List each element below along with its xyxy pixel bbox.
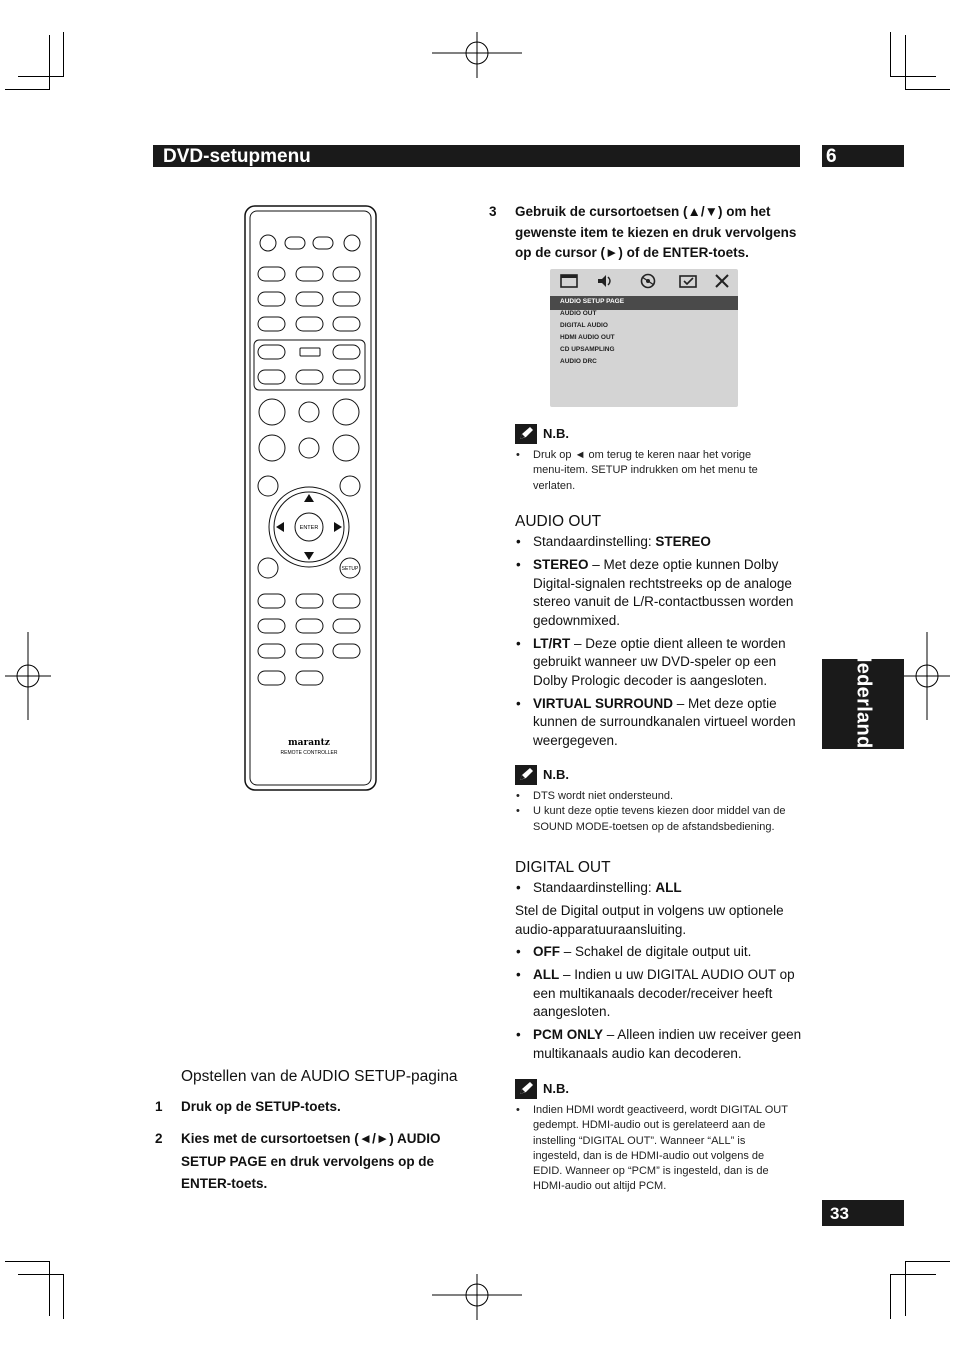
note-list-2: • DTS wordt niet ondersteund. • U kunt deze optie tevens kiezen door middel van de SOUND MODE-toetsen op de afstandsbediening. [515, 789, 805, 835]
audio-out-default: • Standaardinstelling: STEREO [515, 533, 805, 552]
audio-out-stereo: • STEREO – Met deze optie kunnen Dolby Digital-signalen rechtstreeks op de analoge stereo vanuit de L/R-contactbussen worden gedownmixed. [515, 556, 805, 630]
audio-out-virtual-surround: • VIRTUAL SURROUND – Met deze optie kunnen de surroundkanalen virtueel worden weergegeven. [515, 695, 805, 751]
screen-item-audio-out: AUDIO OUT [560, 310, 597, 317]
screen-item-cd-upsampling: CD UPSAMPLING [560, 346, 615, 353]
digital-out-title: DIGITAL OUT [515, 859, 611, 876]
remote-control-illustration [240, 202, 380, 794]
note-pencil-icon [515, 765, 537, 785]
note-label-1: N.B. [543, 426, 569, 441]
audio-out-list [515, 533, 805, 750]
screen-item-audio-drc: AUDIO DRC [560, 358, 597, 365]
note-list-1: • Druk op ◄ om terug te keren naar het vorige menu-item. SETUP indrukken om het menu te verlaten. [515, 448, 770, 494]
screen-item-hdmi-audio-out: HDMI AUDIO OUT [560, 334, 615, 341]
page-title: DVD-setupmenu [163, 146, 311, 167]
audio-setup-screen [550, 269, 738, 407]
video-setup-icon [638, 273, 658, 289]
brand-logo: marantz [288, 738, 330, 748]
audio-out-title: AUDIO OUT [515, 513, 602, 530]
exit-icon [712, 273, 732, 289]
note-label-2: N.B. [543, 767, 569, 782]
setup-label: SETUP [341, 566, 359, 572]
digital-out-list [515, 943, 805, 1063]
note-list-3: • Indien HDMI wordt geactiveerd, wordt DIGITAL OUT gedempt. HDMI-audio out is gerelateerd aan de instelling “DIGITAL OUT”. Wanneer “ALL” is ingesteld, dan is de HDMI-audio out volgens de EDID. Wanneer op “PCM” is ingesteld, dan is de HDMI-audio out altijd PCM. [515, 1103, 790, 1195]
screen-item-audio-setup-page: AUDIO SETUP PAGE [560, 298, 625, 305]
step-2: 2 Kies met de cursortoetsen (◄/►) AUDIO SETUP PAGE en druk vervolgens op de ENTER-toets. [155, 1131, 441, 1191]
step-3: 3 Gebruik de cursortoetsen (▲/▼) om het gewenste item te kiezen en druk vervolgens op de cursor (►) of de ENTER-toets. [489, 204, 797, 260]
screen-item-digital-audio: DIGITAL AUDIO [560, 322, 608, 329]
registration-mark-right [902, 630, 952, 722]
digital-out-off: • OFF – Schakel de digitale output uit. [515, 943, 805, 962]
language-tab-label: Nederlands [852, 648, 875, 760]
registration-mark-left [3, 630, 53, 722]
chapter-number: 6 [826, 146, 837, 167]
audio-setup-icon [595, 273, 615, 289]
digital-out-pcm-only: • PCM ONLY – Alleen indien uw receiver geen multikanaals audio kan decoderen. [515, 1026, 805, 1063]
step-1: 1 Druk op de SETUP-toets. [155, 1099, 341, 1114]
audio-out-ltrt: • LT/RT – Deze optie dient alleen te worden gebruikt wanneer uw DVD-speler op een Dolby Prologic decoder is aangesloten. [515, 635, 805, 691]
page-number: 33 [830, 1204, 849, 1223]
note-pencil-icon [515, 424, 537, 444]
note-pencil-icon [515, 1079, 537, 1099]
digital-out-all: • ALL – Indien u uw DIGITAL AUDIO OUT op een multikanaals decoder/receiver heeft aangesloten. [515, 966, 805, 1022]
general-setup-icon [559, 273, 579, 289]
registration-mark-top [430, 30, 524, 80]
registration-mark-bottom [430, 1272, 524, 1322]
audio-setup-heading: Opstellen van de AUDIO SETUP-pagina [181, 1068, 458, 1085]
digital-out-default: • Standaardinstelling: ALL [515, 879, 805, 898]
enter-label: ENTER [299, 525, 319, 531]
remote-caption: REMOTE CONTROLLER [280, 750, 338, 756]
preference-icon [678, 273, 698, 289]
note-label-3: N.B. [543, 1081, 569, 1096]
digital-out-intro: Stel de Digital output in volgens uw optionele audio-apparatuuraansluiting. [515, 903, 784, 937]
